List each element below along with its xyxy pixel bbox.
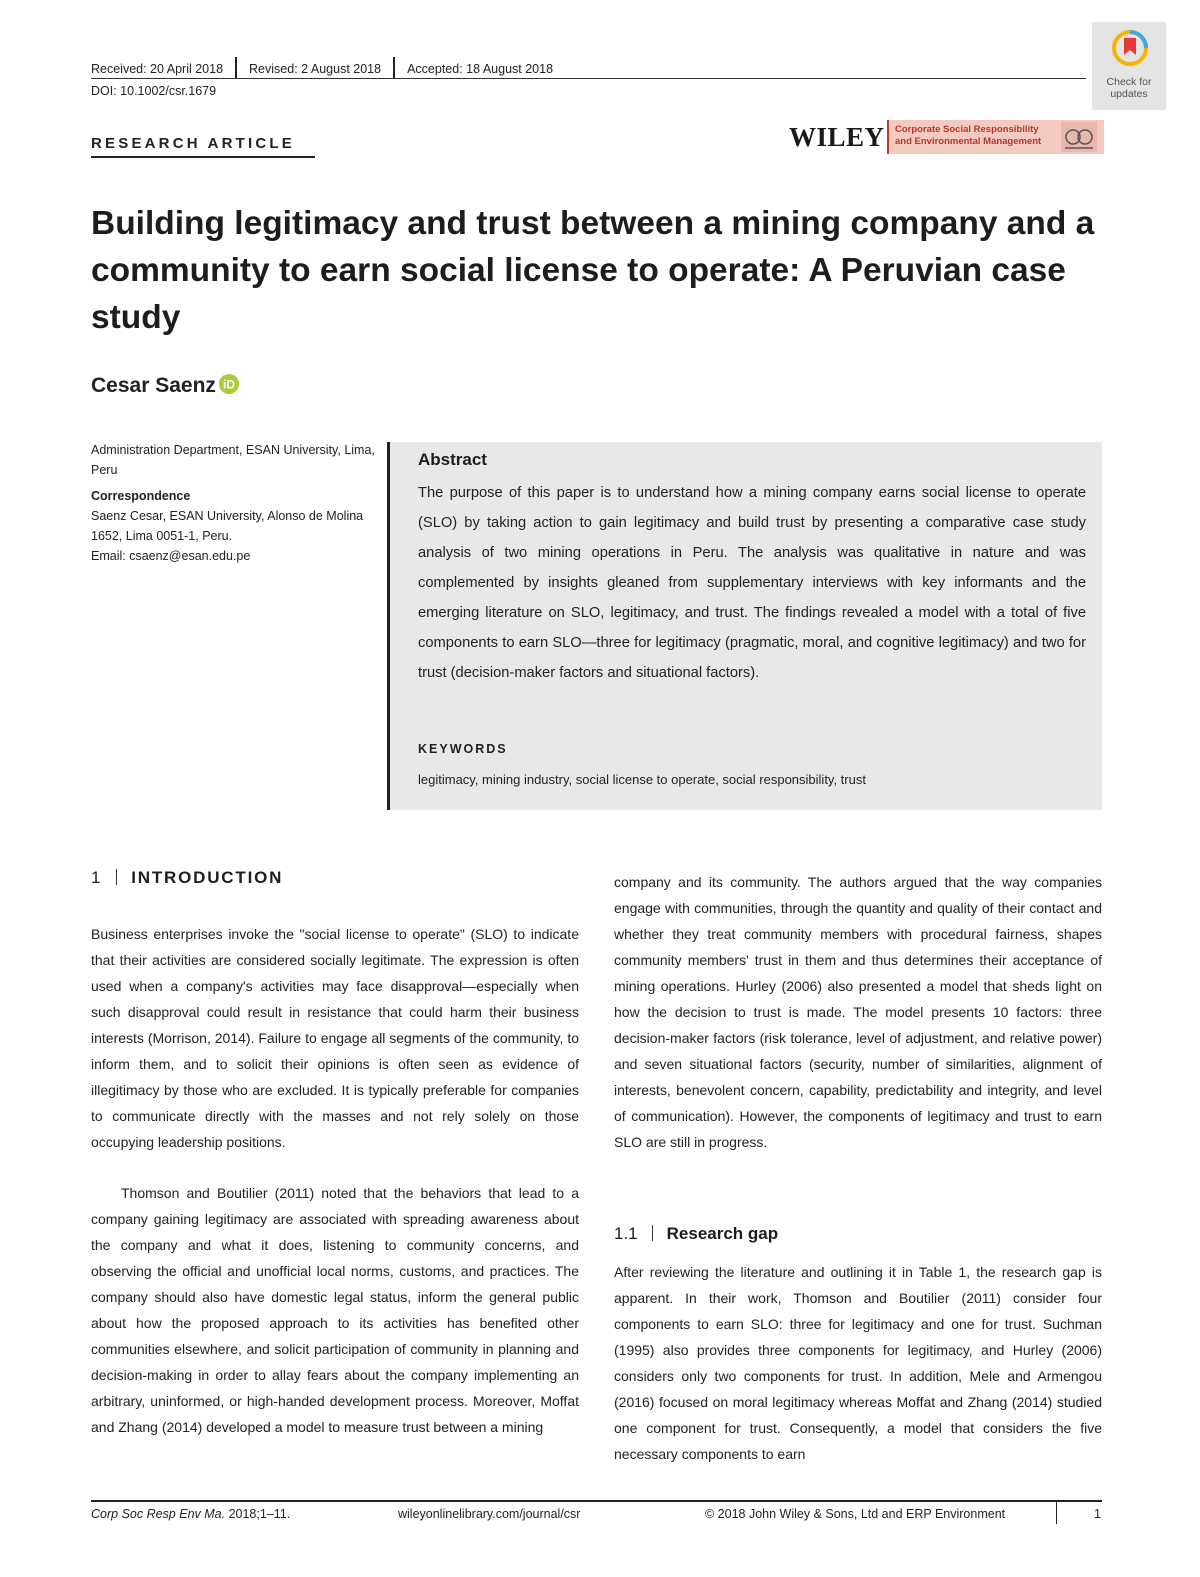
intro-paragraph-1: Business enterprises invoke the "social license to operate" (SLO) to indicate that their activities are considered socially legitimate. The expression is often used when a company's activities may face disapproval—especially when such disapproval could result in resistance that could harm their business interests (Morrison, 2014). Failure to engage all segments of the community, to inform them, and to solicit their opinions is often seen as evidence of illegitimacy by those who are excluded. It is typically preferable for companies to communicate directly with the masses and not rely solely on those occupying leadership positions. — [91, 926, 579, 1150]
header-rule — [91, 78, 1086, 79]
heading-divider — [116, 869, 117, 885]
section-title: INTRODUCTION — [131, 868, 284, 887]
subsection-title: Research gap — [666, 1224, 779, 1243]
abstract-heading: Abstract — [418, 450, 487, 469]
journal-emblem-icon — [1061, 122, 1097, 152]
research-gap-paragraph: After reviewing the literature and outlining it in Table 1, the research gap is apparent. In their work, Thomson and Boutilier (2011) consider four components to earn SLO: three for legitimacy and one for trust. Suchman (1995) also provides three components for legitimacy, and Hurley (2006) considers only two components for trust. In addition, Mele and Armengou (2016) focused on moral legitimacy whereas Moffat and Zhang (2014) studied one component for trust. Consequently, a model that considers the five necessary components to earn — [614, 1264, 1102, 1462]
correspondence-email[interactable]: Email: csaenz@esan.edu.pe — [91, 549, 251, 563]
abstract-side-bar — [387, 442, 390, 810]
correspondence-address: Saenz Cesar, ESAN University, Alonso de Molina 1652, Lima 0051-1, Peru. — [91, 509, 364, 543]
revised-date: Revised: 2 August 2018 — [249, 62, 382, 76]
orcid-icon[interactable] — [219, 374, 239, 394]
date-divider — [235, 57, 237, 79]
footer-rule — [91, 1500, 1102, 1502]
check-for-updates-label: Check for updates — [1106, 76, 1152, 100]
affiliation-block — [91, 440, 381, 566]
journal-logo-text: Corporate Social Responsibility and Environmental Management — [895, 124, 1042, 147]
introduction-heading — [91, 868, 283, 888]
footer-citation — [91, 1507, 290, 1521]
abstract-text: The purpose of this paper is to understand how a mining company earns social license to operate (SLO) by taking action to gain legitimacy and build trust by presenting a comparative case study analysis of two mining operations in Peru. The analysis was qualitative in nature and was complemented by insights gleaned from supplementary interviews with key informants and the emerging literature on SLO, legitimacy, and trust. The findings revealed a model with a total of five components to earn SLO—three for legitimacy (pragmatic, moral, and cognitive legitimacy) and two for trust (decision-maker factors and situational factors). — [418, 485, 1086, 681]
received-date: Received: 20 April 2018 — [91, 62, 224, 76]
svg-text:iD: iD — [222, 377, 235, 392]
doi[interactable]: DOI: 10.1002/csr.1679 — [91, 84, 217, 98]
crossmark-icon — [1111, 29, 1149, 67]
intro-paragraph-2: Thomson and Boutilier (2011) noted that the behaviors that lead to a company gaining legitimacy are associated with spreading awareness about the company and what it does, listening to community concerns, and observing the official and unofficial local norms, customs, and practices. The company should also have domestic legal status, inform the general public about how the proposed approach to its activities has benefited other communities elsewhere, and solicit participation of community in planning and decision-making in order to allay fears about the company implementing an arbitrary, uninformed, or high-handed development process. Moreover, Moffat and Zhang (2014) developed a model to measure trust between a mining — [91, 1185, 579, 1435]
keywords-list: legitimacy, mining industry, social license to operate, social responsibility, trust — [418, 772, 866, 787]
footer-divider — [1056, 1502, 1057, 1524]
footer-copyright: © 2018 John Wiley & Sons, Ltd and ERP Environment — [705, 1507, 1006, 1521]
article-dates — [91, 57, 553, 79]
author — [91, 374, 239, 398]
author-name[interactable]: Cesar Saenz — [91, 374, 216, 397]
intro-paragraph-3: company and its community. The authors argued that the way companies engage with communities, through the quantity and quality of their contact and whether they treat community members with procedural fairness, shapes community members' trust in them and thus determines their acceptance of mining operations. Hurley (2006) also presented a model that sheds light on how the decision to trust is made. The model presents 10 factors: three decision-maker factors (risk tolerance, level of adjustment, and relative power) and seven situational factors (security, number of similarities, alignment of interests, benevolent concern, capability, predictability and integrity, and level of communication). However, the components of legitimacy and trust to earn SLO are still in progress. — [614, 874, 1102, 1150]
date-divider — [393, 57, 395, 79]
footer-url[interactable]: wileyonlinelibrary.com/journal/csr — [398, 1507, 581, 1521]
heading-divider — [652, 1225, 653, 1241]
subsection-number: 1.1 — [614, 1224, 638, 1243]
article-type: RESEARCH ARTICLE — [91, 135, 295, 152]
keywords-heading: KEYWORDS — [418, 742, 508, 756]
correspondence-label: Correspondence — [91, 489, 191, 503]
publisher-logo: WILEY — [789, 122, 885, 152]
research-gap-heading — [614, 1224, 778, 1244]
page-number: 1 — [1094, 1507, 1101, 1521]
citation-journal: Corp Soc Resp Env Ma. — [91, 1507, 226, 1521]
accepted-date: Accepted: 18 August 2018 — [407, 62, 554, 76]
section-number: 1 — [91, 868, 103, 887]
article-type-rule — [91, 156, 315, 158]
citation-volume: 2018;1–11. — [225, 1507, 291, 1521]
affiliation: Administration Department, ESAN University, Lima, Peru — [91, 443, 375, 477]
check-for-updates-badge[interactable] — [1092, 22, 1166, 110]
article-title: Building legitimacy and trust between a mining company and a community to earn social license to operate: A Peruvian case study — [91, 205, 1095, 336]
journal-logo — [887, 120, 1104, 154]
